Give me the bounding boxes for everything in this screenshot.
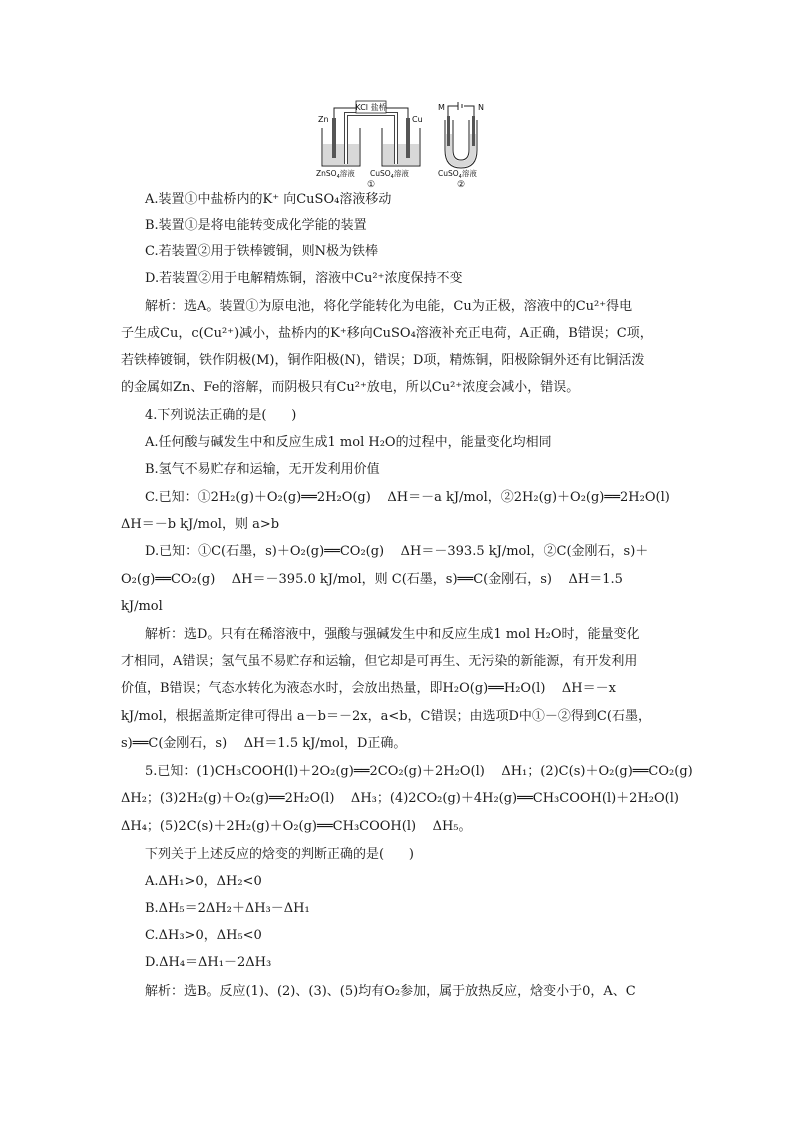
galvanic-cell-diagram: [322, 108, 420, 166]
text-line: A.任何酸与碱发生中和反应生成1 mol H₂O的过程中，能量变化均相同: [145, 435, 552, 450]
text-line: B.ΔH₅＝2ΔH₂＋ΔH₃－ΔH₁: [145, 901, 310, 916]
salt-bridge-label: KCl 盐桥: [355, 103, 387, 112]
text-line: s)══C(金刚石，s) ΔH＝1.5 kJ/mol，D正确。: [121, 736, 407, 751]
text-line: 才相同，A错误；氢气虽不易贮存和运输，但它却是可再生、无污染的新能源，有开发利用: [121, 654, 638, 669]
text-line: 解析：选A。装置①为原电池，将化学能转化为电能，Cu为正极，溶液中的Cu²⁺得电: [145, 299, 633, 314]
text-line: 价值，B错误；气态水转化为液态水时，会放出热量，即H₂O(g)══H₂O(l) ΔH＝－x: [121, 681, 616, 696]
text-line: 解析：选B。反应(1)、(2)、(3)、(5)均有O₂参加，属于放热反应，焓变小于0，A、C: [145, 984, 636, 999]
text-line: A.ΔH₁>0，ΔH₂<0: [145, 874, 262, 889]
text-line: 若铁棒镀铜，铁作阴极(M)，铜作阳极(N)，错误；D项，精炼铜，阳极除铜外还有比铜活泼: [121, 353, 645, 368]
znso4-label: ZnSO$_4$溶液: [316, 169, 355, 180]
text-line: D.已知：①C(石墨，s)＋O₂(g)══CO₂(g) ΔH＝－393.5 kJ/mol，②C(金刚石，s)＋: [145, 544, 649, 559]
n-electrode-label: N: [478, 103, 484, 112]
text-line: 子生成Cu，c(Cu²⁺)减小，盐桥内的K⁺移向CuSO₄溶液补充正电荷，A正确，B错误；C项，: [121, 326, 653, 341]
text-line: 解析：选D。只有在稀溶液中，强酸与强碱发生中和反应生成1 mol H₂O时，能量变化: [145, 627, 640, 642]
text-line: C.ΔH₃>0，ΔH₅<0: [145, 928, 262, 943]
text-line: C.若装置②用于铁棒镀铜，则N极为铁棒: [145, 244, 378, 259]
text-line: ΔH₂；(3)2H₂(g)＋O₂(g)══2H₂O(l) ΔH₃；(4)2CO₂(g)＋4H₂(g)══CH₃COOH(l)＋2H₂O(l): [121, 791, 679, 806]
cuso4-label-1: CuSO$_4$溶液: [370, 169, 409, 180]
device-label-2: ②: [456, 180, 466, 188]
u-tube-electrolysis-diagram: [445, 102, 477, 168]
cuso4-label-2: CuSO$_4$溶液: [438, 169, 477, 180]
text-line: ΔH＝－b kJ/mol，则 a>b: [121, 517, 280, 532]
text-line: B.氢气不易贮存和运输，无开发利用价值: [145, 462, 380, 477]
text-line: B.装置①是将电能转变成化学能的装置: [145, 218, 367, 233]
text-line: 4.下列说法正确的是( ): [145, 408, 297, 423]
text-line: ΔH₄；(5)2C(s)＋2H₂(g)＋O₂(g)══CH₃COOH(l) ΔH₅。: [121, 819, 472, 834]
text-line: 的金属如Zn、Fe的溶解，而阴极只有Cu²⁺放电，所以Cu²⁺浓度会减小，错误。: [121, 380, 580, 395]
text-line: kJ/mol，根据盖斯定律可得出 a－b＝－2x，a<b，C错误；由选项D中①－②得到C(石墨，: [121, 709, 651, 724]
device-label-1: ①: [366, 180, 376, 188]
text-line: 下列关于上述反应的焓变的判断正确的是( ): [145, 847, 414, 862]
zn-label: Zn: [318, 115, 329, 124]
cu-label: Cu: [412, 115, 423, 124]
text-line: D.ΔH₄＝ΔH₁－2ΔH₃: [145, 955, 272, 970]
electrochem-apparatus-figure: [312, 98, 492, 188]
text-line: kJ/mol: [121, 599, 163, 614]
text-line: O₂(g)══CO₂(g) ΔH＝－395.0 kJ/mol，则 C(石墨，s)══C(金刚石，s) ΔH＝1.5: [121, 572, 623, 587]
text-line: D.若装置②用于电解精炼铜，溶液中Cu²⁺浓度保持不变: [145, 271, 463, 286]
text-line: A.装置①中盐桥内的K⁺ 向CuSO₄溶液移动: [145, 192, 392, 207]
text-line: 5.已知：(1)CH₃COOH(l)＋2O₂(g)══2CO₂(g)＋2H₂O(l) ΔH₁；(2)C(s)＋O₂(g)══CO₂(g): [145, 764, 693, 779]
m-electrode-label: M: [438, 103, 445, 112]
text-line: C.已知：①2H₂(g)＋O₂(g)══2H₂O(g) ΔH＝－a kJ/mol，②2H₂(g)＋O₂(g)══2H₂O(l): [145, 490, 670, 505]
